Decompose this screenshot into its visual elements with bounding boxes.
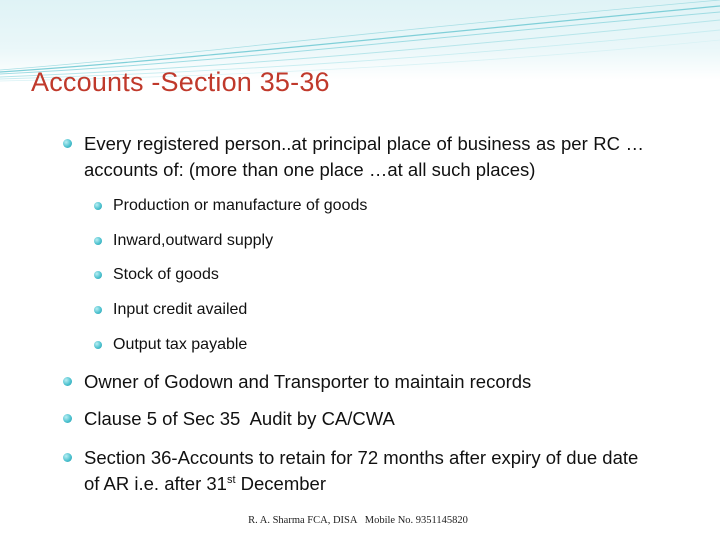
sub-bullet-icon — [94, 271, 102, 279]
bullet-icon — [63, 453, 72, 462]
sub-bullet-icon — [94, 237, 102, 245]
sub-item-production: Production or manufacture of goods — [113, 197, 368, 214]
sub-bullet-icon — [94, 306, 102, 314]
bullet-text-4-end: December — [235, 473, 326, 494]
bullet-text-3: Clause 5 of Sec 35 Audit by CA/CWA — [84, 408, 395, 429]
bullet-text-1: Every registered person..at principal place of business as per RC … accounts of: (more than one place …at all such places) — [84, 133, 644, 180]
sub-bullet-icon — [94, 202, 102, 210]
sub-item-supply: Inward,outward supply — [113, 232, 274, 249]
sub-bullet-icon — [94, 341, 102, 349]
bullet-icon — [63, 139, 72, 148]
bullet-text-2: Owner of Godown and Transporter to maintain records — [84, 371, 532, 392]
sub-item-input-credit: Input credit availed — [113, 301, 248, 318]
bullet-text-4-main: Section 36-Accounts to retain for 72 months after expiry of due date of AR i.e. after 31 — [84, 447, 639, 494]
slide-title: Accounts -Section 35-36 — [31, 67, 330, 97]
sub-item-stock: Stock of goods — [113, 266, 219, 283]
footer-text: R. A. Sharma FCA, DISA Mobile No. 9351145820 — [248, 515, 468, 526]
bullet-text-4 — [84, 445, 654, 497]
sub-item-output-tax: Output tax payable — [113, 336, 248, 353]
footer-credit — [0, 515, 720, 526]
bullet-icon — [63, 377, 72, 386]
bullet-icon — [63, 414, 72, 423]
ordinal-suffix: st — [226, 473, 236, 486]
